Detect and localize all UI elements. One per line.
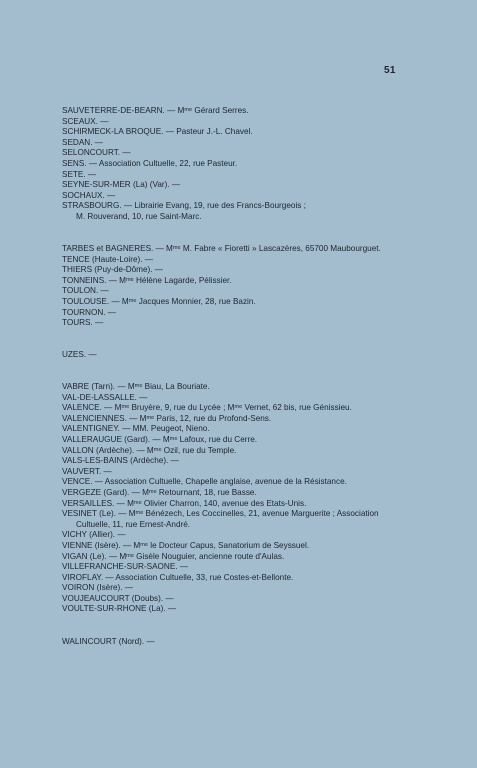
entry-line: VERGEZE (Gard). — Mᵐᵉ Retournant, 18, rue Basse. — [62, 487, 257, 497]
entry-line: TOULON. — — [62, 286, 109, 296]
entry-line: VOULTE-SUR-RHONE (La). — — [62, 604, 177, 614]
entry-line: SENS. — Association Cultuelle, 22, rue Pasteur. — [62, 158, 238, 168]
entry-line: VESINET (Le). — Mᵐᵉ Bénézech, Les Coccinelles, 21, avenue Marguerite ; Association — [62, 509, 379, 519]
entry-line: VALENTIGNEY. — MM. Peugeot, Nieno. — [62, 424, 210, 434]
entries-t — [62, 244, 422, 329]
entry-line: SEYNE-SUR-MER (La) (Var). — — [62, 180, 181, 190]
entry-line: VALLERAUGUE (Gard). — Mᵐᵉ Lafoux, rue du Cerre. — [62, 434, 258, 444]
page-number: 51 — [384, 65, 396, 76]
entry-line: SCEAUX. — — [62, 116, 109, 126]
entry-line: TOULOUSE. — Mᵐᵉ Jacques Monnier, 28, rue Bazin. — [62, 296, 256, 306]
entry-line: TOURS. — — [62, 318, 104, 328]
entry-line: VAUVERT. — — [62, 466, 112, 476]
entry-line: SCHIRMECK-LA BROQUE. — Pasteur J.-L. Chavel. — [62, 127, 253, 137]
entry-line: STRASBOURG. — Librairie Evang, 19, rue des Francs-Bourgeois ; — [62, 201, 306, 211]
entry-line: VICHY (Allier). — — [62, 530, 126, 540]
entry-line: VILLEFRANCHE-SUR-SAONE. — — [62, 562, 189, 572]
entries-s — [62, 106, 422, 223]
entry-line: SETE. — — [62, 169, 97, 179]
entry-line: SAUVETERRE-DE-BEARN. — Mᵐᵉ Gérard Serres. — [62, 106, 249, 115]
entry-line: VOIRON (Isère). — — [62, 583, 133, 593]
entry-line: VOUJEAUCOURT (Doubs). — — [62, 593, 174, 603]
entries-v — [62, 382, 422, 615]
entry-line: VERSAILLES. — Mᵐᵉ Olivier Charron, 140, avenue des Etats-Unis. — [62, 498, 307, 508]
entry-continuation: M. Rouverand, 10, rue Saint-Marc. — [76, 211, 202, 221]
entry-line: TARBES et BAGNERES. — Mᵐᵉ M. Fabre « Fioretti » Lascazères, 65700 Maubourguet. — [62, 244, 381, 253]
entry-line: TENCE (Haute-Loire). — — [62, 254, 153, 264]
entry-line: TONNEINS. — Mᵐᵉ Hélène Lagarde, Pélissier. — [62, 275, 232, 285]
entry-line: VALENCIENNES. — Mᵐᵉ Paris, 12, rue du Profond-Sens. — [62, 413, 272, 423]
entry-line: SELONCOURT. — — [62, 148, 131, 158]
entry-line: WALINCOURT (Nord). — — [62, 637, 155, 646]
entries-w — [62, 637, 422, 648]
entry-line: SOCHAUX. — — [62, 190, 116, 200]
entry-line: UZES. — — [62, 350, 97, 359]
entry-line: VALENCE. — Mᵐᵉ Bruyère, 9, rue du Lycée ; Mᵐᵉ Vernet, 62 bis, rue Génissieu. — [62, 403, 352, 413]
entry-line: THIERS (Puy-de-Dôme). — — [62, 265, 163, 275]
entry-line: VENCE. — Association Cultuelle, Chapelle anglaise, avenue de la Résistance. — [62, 477, 347, 487]
entry-line: VIGAN (Le). — Mᵐᵉ Gisèle Nouguier, ancienne route d'Aulas. — [62, 551, 285, 561]
entries-u — [62, 350, 422, 361]
entry-line: VALS-LES-BAINS (Ardèche). — — [62, 456, 179, 466]
entry-line: VIENNE (Isère). — Mᵐᵉ le Docteur Capus, Sanatorium de Seyssuel. — [62, 540, 310, 550]
entry-line: SEDAN. — — [62, 137, 103, 147]
entry-line: TOURNON. — — [62, 307, 116, 317]
entry-line: VABRE (Tarn). — Mᵐᵉ Biau, La Bouriate. — [62, 382, 210, 391]
entry-line: VIROFLAY. — Association Cultuelle, 33, rue Costes-et-Bellonte. — [62, 572, 294, 582]
entry-continuation: Cultuelle, 11, rue Ernest-André. — [76, 519, 191, 529]
entry-line: VAL-DE-LASSALLE. — — [62, 392, 148, 402]
entry-line: VALLON (Ardèche). — Mᵐᵉ Ozil, rue du Temple. — [62, 445, 237, 455]
